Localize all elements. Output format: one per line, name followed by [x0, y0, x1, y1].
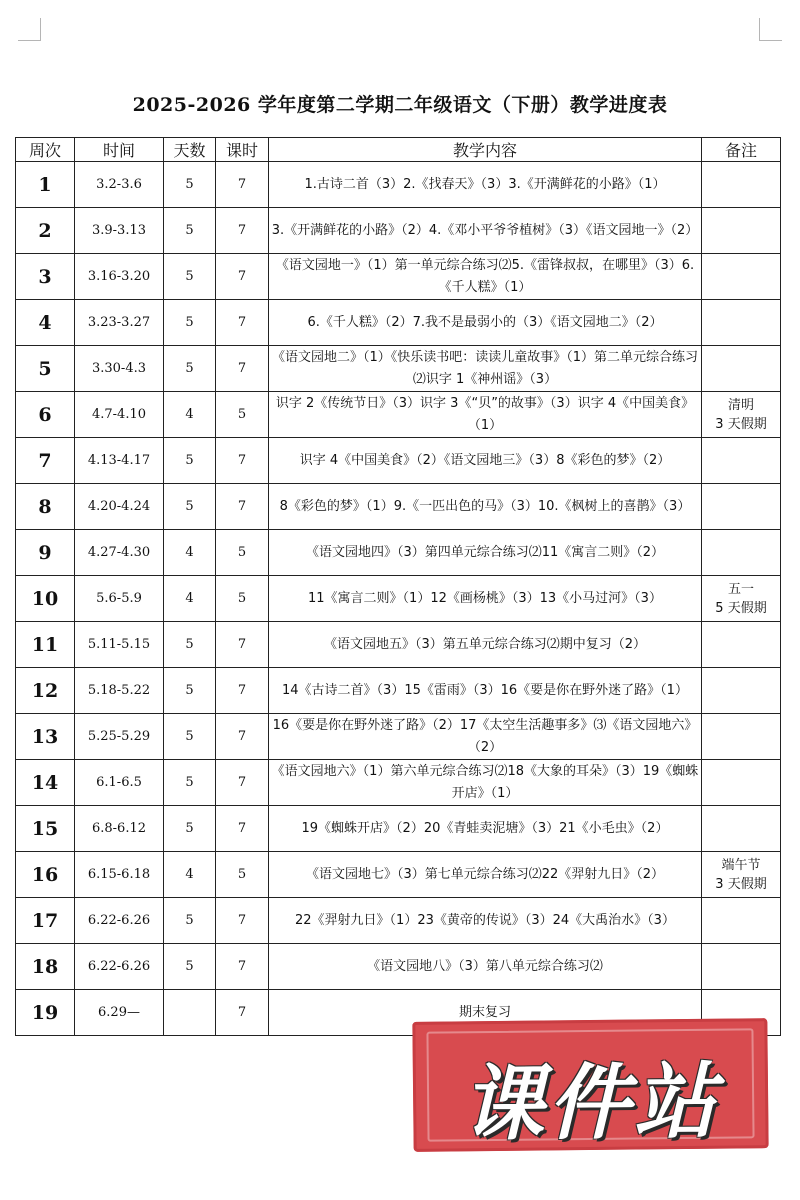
days-cell: 5 [164, 806, 216, 852]
hours-cell: 7 [216, 162, 269, 208]
remark-cell [702, 622, 781, 668]
header-hours: 课时 [216, 138, 269, 162]
content-cell: 《语文园地六》（1）第六单元综合练习⑵18《大象的耳朵》（3）19《蜘蛛开店》（1） [269, 760, 702, 806]
table-row [16, 346, 781, 392]
hours-cell: 7 [216, 760, 269, 806]
watermark-stamp [412, 1018, 768, 1152]
table-row [16, 898, 781, 944]
week-cell: 9 [16, 530, 75, 576]
week-cell: 17 [16, 898, 75, 944]
remark-cell [702, 392, 781, 438]
table-row [16, 668, 781, 714]
header-week: 周次 [16, 138, 75, 162]
remark-line: 3 天假期 [715, 416, 767, 432]
hours-cell: 7 [216, 346, 269, 392]
table-row [16, 254, 781, 300]
time-cell: 3.2-3.6 [75, 162, 164, 208]
table-row [16, 392, 781, 438]
time-cell: 6.29— [75, 990, 164, 1036]
week-cell: 6 [16, 392, 75, 438]
days-cell: 5 [164, 208, 216, 254]
content-cell: 《语文园地五》（3）第五单元综合练习⑵期中复习（2） [269, 622, 702, 668]
remark-cell [702, 944, 781, 990]
days-cell: 5 [164, 162, 216, 208]
remark-line: 5 天假期 [715, 600, 767, 616]
hours-cell: 5 [216, 392, 269, 438]
time-cell: 5.18-5.22 [75, 668, 164, 714]
content-cell: 1.古诗二首（3）2.《找春天》（3）3.《开满鲜花的小路》（1） [269, 162, 702, 208]
table-row [16, 760, 781, 806]
days-cell: 5 [164, 714, 216, 760]
table-row [16, 714, 781, 760]
remark-cell [702, 760, 781, 806]
crop-mark-top-left [18, 18, 41, 41]
days-cell: 5 [164, 760, 216, 806]
table-header-row [16, 138, 781, 162]
days-cell [164, 990, 216, 1036]
hours-cell: 7 [216, 714, 269, 760]
content-cell: 《语文园地一》（1）第一单元综合练习⑵5.《雷锋叔叔，在哪里》（3）6.《千人糕》（1） [269, 254, 702, 300]
time-cell: 3.30-4.3 [75, 346, 164, 392]
time-cell: 4.20-4.24 [75, 484, 164, 530]
time-cell: 3.16-3.20 [75, 254, 164, 300]
remark-line: 端午节 [721, 857, 761, 873]
days-cell: 5 [164, 254, 216, 300]
header-content: 教学内容 [269, 138, 702, 162]
table-row [16, 576, 781, 622]
header-time: 时间 [75, 138, 164, 162]
remark-cell [702, 254, 781, 300]
content-cell: 识字 2《传统节日》（3）识字 3《“贝”的故事》（3）识字 4《中国美食》（1） [269, 392, 702, 438]
time-cell: 5.11-5.15 [75, 622, 164, 668]
week-cell: 19 [16, 990, 75, 1036]
week-cell: 15 [16, 806, 75, 852]
week-cell: 4 [16, 300, 75, 346]
hours-cell: 5 [216, 530, 269, 576]
hours-cell: 7 [216, 300, 269, 346]
content-cell: 19《蜘蛛开店》（2）20《青蛙卖泥塘》（3）21《小毛虫》（2） [269, 806, 702, 852]
content-cell: 期末复习 [269, 990, 702, 1036]
remark-cell [702, 208, 781, 254]
days-cell: 4 [164, 852, 216, 898]
days-cell: 4 [164, 530, 216, 576]
content-cell: 《语文园地四》（3）第四单元综合练习⑵11《寓言二则》（2） [269, 530, 702, 576]
time-cell: 4.27-4.30 [75, 530, 164, 576]
content-cell: 3.《开满鲜花的小路》（2）4.《邓小平爷爷植树》（3）《语文园地一》（2） [269, 208, 702, 254]
hours-cell: 7 [216, 622, 269, 668]
table-row [16, 944, 781, 990]
content-cell: 14《古诗二首》（3）15《雷雨》（3）16《要是你在野外迷了路》（1） [269, 668, 702, 714]
content-cell: 11《寓言二则》（1）12《画杨桃》（3）13《小马过河》（3） [269, 576, 702, 622]
time-cell: 3.9-3.13 [75, 208, 164, 254]
table-row [16, 852, 781, 898]
header-remark: 备注 [702, 138, 781, 162]
week-cell: 8 [16, 484, 75, 530]
week-cell: 7 [16, 438, 75, 484]
week-cell: 11 [16, 622, 75, 668]
remark-cell [702, 300, 781, 346]
days-cell: 4 [164, 392, 216, 438]
hours-cell: 7 [216, 254, 269, 300]
time-cell: 6.15-6.18 [75, 852, 164, 898]
hours-cell: 7 [216, 208, 269, 254]
time-cell: 6.22-6.26 [75, 944, 164, 990]
page-title: 2025-2026 学年度第二学期二年级语文（下册）教学进度表 [132, 94, 668, 116]
hours-cell: 7 [216, 484, 269, 530]
days-cell: 5 [164, 898, 216, 944]
remark-cell [702, 898, 781, 944]
remark-cell [702, 162, 781, 208]
remark-line: 清明 [727, 397, 754, 413]
week-cell: 18 [16, 944, 75, 990]
crop-mark-top-right [759, 18, 782, 41]
table-row [16, 208, 781, 254]
remark-line: 3 天假期 [715, 876, 767, 892]
table-row [16, 438, 781, 484]
hours-cell: 5 [216, 576, 269, 622]
hours-cell: 7 [216, 898, 269, 944]
hours-cell: 7 [216, 438, 269, 484]
week-cell: 13 [16, 714, 75, 760]
remark-cell [702, 438, 781, 484]
days-cell: 5 [164, 944, 216, 990]
remark-cell [702, 576, 781, 622]
hours-cell: 7 [216, 806, 269, 852]
content-cell: 《语文园地二》（1）《快乐读书吧：读读儿童故事》（1）第二单元综合练习⑵识字 1《神州谣》（3） [269, 346, 702, 392]
days-cell: 5 [164, 438, 216, 484]
content-cell: 识字 4《中国美食》（2）《语文园地三》（3）8《彩色的梦》（2） [269, 438, 702, 484]
remark-cell [702, 714, 781, 760]
table-row [16, 806, 781, 852]
table-row [16, 484, 781, 530]
week-cell: 12 [16, 668, 75, 714]
days-cell: 5 [164, 300, 216, 346]
table-row [16, 530, 781, 576]
days-cell: 5 [164, 622, 216, 668]
time-cell: 6.22-6.26 [75, 898, 164, 944]
remark-cell [702, 852, 781, 898]
table-row [16, 162, 781, 208]
days-cell: 4 [164, 576, 216, 622]
remark-cell [702, 806, 781, 852]
week-cell: 3 [16, 254, 75, 300]
week-cell: 2 [16, 208, 75, 254]
hours-cell: 7 [216, 668, 269, 714]
time-cell: 6.8-6.12 [75, 806, 164, 852]
hours-cell: 5 [216, 852, 269, 898]
time-cell: 6.1-6.5 [75, 760, 164, 806]
table-row [16, 622, 781, 668]
days-cell: 5 [164, 484, 216, 530]
content-cell: 《语文园地八》（3）第八单元综合练习⑵ [269, 944, 702, 990]
time-cell: 3.23-3.27 [75, 300, 164, 346]
week-cell: 5 [16, 346, 75, 392]
watermark-text: 课件站 [461, 1054, 721, 1153]
remark-cell [702, 484, 781, 530]
content-cell: 6.《千人糕》（2）7.我不是最弱小的（3）《语文园地二》（2） [269, 300, 702, 346]
content-cell: 8《彩色的梦》（1）9.《一匹出色的马》（3）10.《枫树上的喜鹊》（3） [269, 484, 702, 530]
content-cell: 22《羿射九日》（1）23《黄帝的传说》（3）24《大禹治水》（3） [269, 898, 702, 944]
remark-cell [702, 668, 781, 714]
days-cell: 5 [164, 668, 216, 714]
remark-cell [702, 530, 781, 576]
header-days: 天数 [164, 138, 216, 162]
content-cell: 《语文园地七》（3）第七单元综合练习⑵22《羿射九日》（2） [269, 852, 702, 898]
table-row [16, 300, 781, 346]
days-cell: 5 [164, 346, 216, 392]
week-cell: 1 [16, 162, 75, 208]
week-cell: 10 [16, 576, 75, 622]
time-cell: 4.7-4.10 [75, 392, 164, 438]
week-cell: 16 [16, 852, 75, 898]
schedule-table [15, 137, 781, 1036]
time-cell: 4.13-4.17 [75, 438, 164, 484]
week-cell: 14 [16, 760, 75, 806]
content-cell: 16《要是你在野外迷了路》（2）17《太空生活趣事多》⑶《语文园地六》（2） [269, 714, 702, 760]
remark-line: 五一 [727, 581, 754, 597]
hours-cell: 7 [216, 944, 269, 990]
time-cell: 5.6-5.9 [75, 576, 164, 622]
hours-cell: 7 [216, 990, 269, 1036]
remark-cell [702, 346, 781, 392]
time-cell: 5.25-5.29 [75, 714, 164, 760]
